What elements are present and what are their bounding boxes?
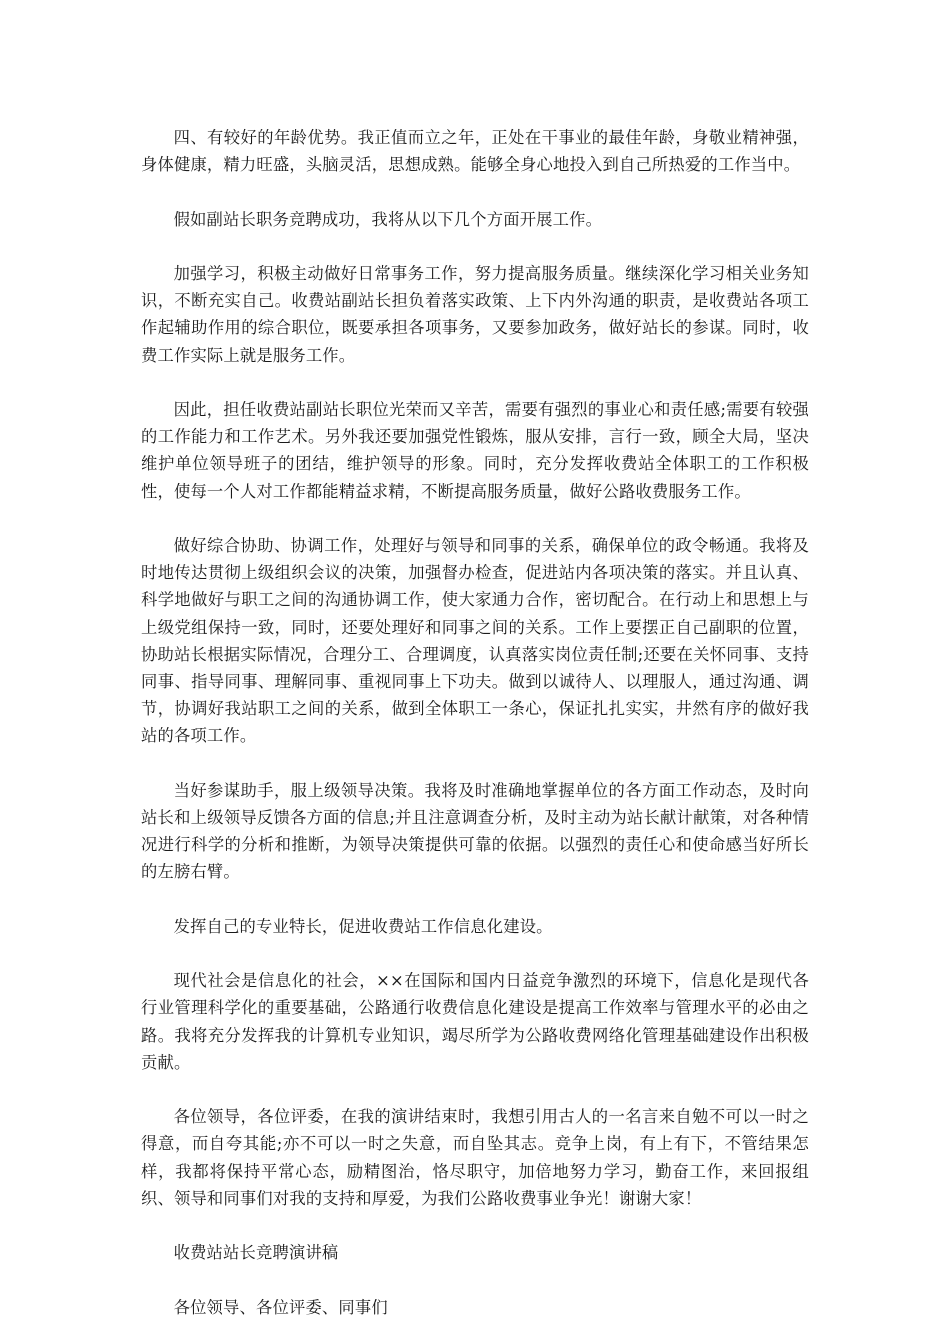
paragraph-strengthen-study: 加强学习，积极主动做好日常事务工作，努力提高服务质量。继续深化学习相关业务知识，不断充实自己。收费站副站长担负着落实政策、上下内外沟通的职责，是收费站各项工作起辅助作用的综合职位，既要承担各项事务，又要参加政务，做好站长的参谋。同时，收费工作实际上就是服务工作。 <box>141 263 809 365</box>
paragraph-specialty-heading: 发挥自己的专业特长，促进收费站工作信息化建设。 <box>173 916 553 936</box>
paragraph-responsibility: 因此，担任收费站副站长职位光荣而又辛苦，需要有强烈的事业心和责任感;需要有较强的工作能力和工作艺术。另外我还要加强党性锻炼，服从安排，言行一致，顾全大局，坚决维护单位领导班子的团结，维护领导的形象。同时，充分发挥收费站全体职工的工作积极性，使每一个人对工作都能精益求精，不断提高服务质量，做好公路收费服务工作。 <box>141 399 809 501</box>
paragraph-age-advantage: 四、有较好的年龄优势。我正值而立之年，正处在干事业的最佳年龄，身敬业精神强，身体健康，精力旺盛，头脑灵活，思想成熟。能够全身心地投入到自己所热爱的工作当中。 <box>141 128 809 175</box>
paragraph-closing: 各位领导，各位评委，在我的演讲结束时，我想引用古人的一名言来自勉不可以一时之得意，而自夸其能;亦不可以一时之失意，而自坠其志。竞争上岗，有上有下，不管结果怎样，我都将保持平常心态，励精图治，恪尽职守，加倍地努力学习，勤奋工作，来回报组织、领导和同事们对我的支持和厚爱，为我们公路收费事业争光！谢谢大家！ <box>141 1107 809 1208</box>
section-title: 收费站站长竞聘演讲稿 <box>173 1243 339 1263</box>
paragraph-coordination: 做好综合协助、协调工作，处理好与领导和同事的关系，确保单位的政令畅通。我将及时地传达贯彻上级组织会议的决策，加强督办检查，促进站内各项决策的落实。并且认真、科学地做好与职工之间的沟通协调工作，使大家通力合作，密切配合。在行动上和思想上与上级党组保持一致，同时，还要处理好和同事之间的关系。工作上要摆正自己副职的位置，协助站长根据实际情况，合理分工、合理调度，认真落实岗位责任制;还要在关怀同事、支持同事、指导同事、理解同事、重视同事上下功夫。做到以诚待人、以理服人，通过沟通、调节，协调好我站职工之间的关系，做到全体职工一条心，保证扎扎实实，井然有序的做好我站的各项工作。 <box>141 535 809 746</box>
document-body <box>141 124 809 1321</box>
greeting-line: 各位领导、各位评委、同事们 <box>173 1297 388 1317</box>
paragraph-work-plan-intro: 假如副站长职务竞聘成功，我将从以下几个方面开展工作。 <box>173 209 603 229</box>
paragraph-informatization: 现代社会是信息化的社会，××在国际和国内日益竞争激烈的环境下，信息化是现代各行业管理科学化的重要基础，公路通行收费信息化建设是提高工作效率与管理水平的必由之路。我将充分发挥我的计算机专业知识，竭尽所学为公路收费网络化管理基础建设作出积极贡献。 <box>141 971 809 1072</box>
paragraph-advisor-role: 当好参谋助手，服上级领导决策。我将及时准确地掌握单位的各方面工作动态，及时向站长和上级领导反馈各方面的信息;并且注意调查分析，及时主动为站长献计献策，对各种情况进行科学的分析和推断，为领导决策提供可靠的依据。以强烈的责任心和使命感当好所长的左膀右臂。 <box>141 780 809 882</box>
